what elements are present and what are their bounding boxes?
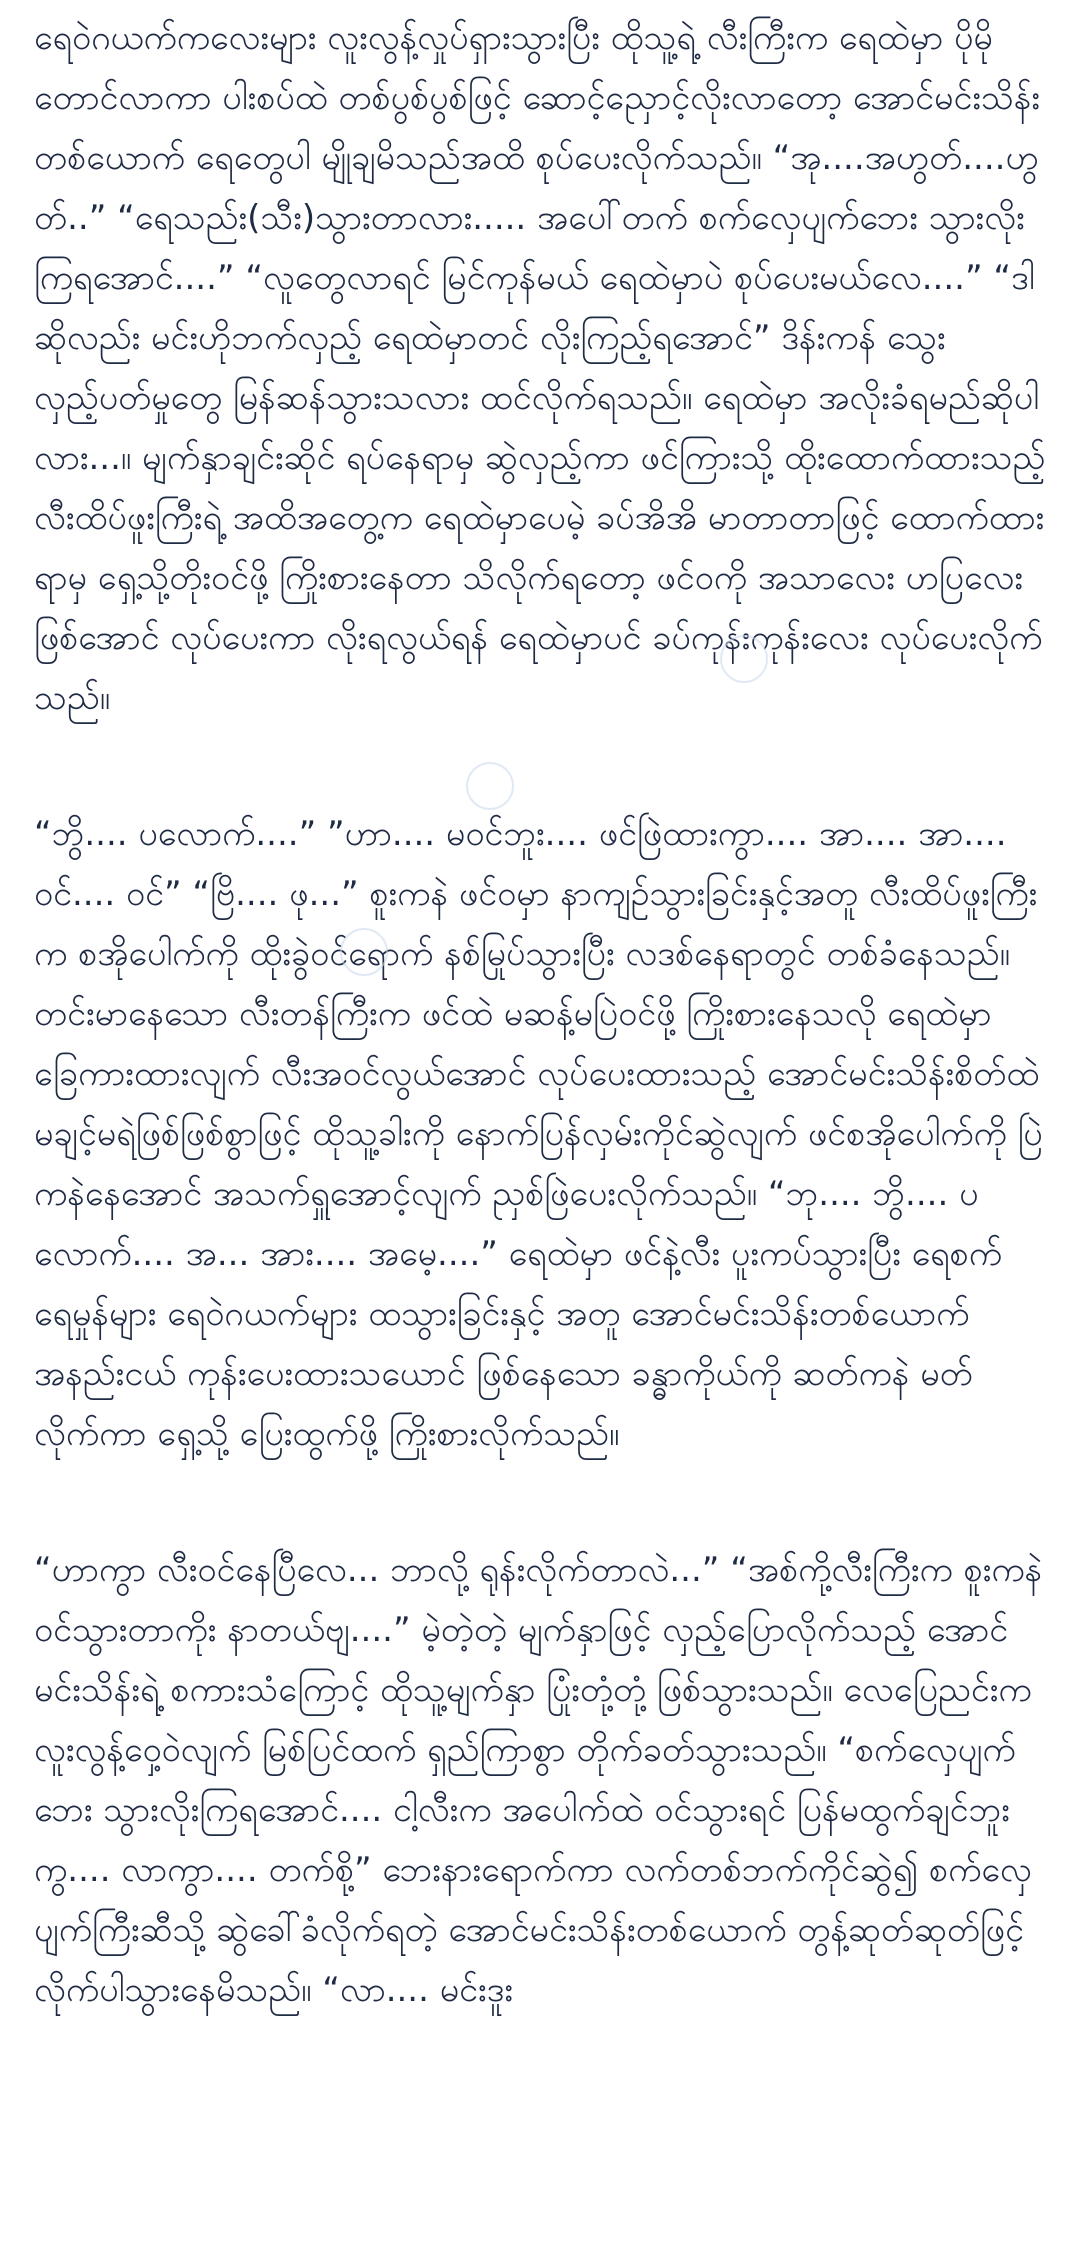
- paragraph-1: ရေဝဲဂယက်ကလေးများ လူးလွန့်လှုပ်ရှားသွားပြီး ထိုသူ့ရဲ့ လီးကြီးက ရေထဲမှာ ပိုမိုတောင်လာကာ ပါးစပ်ထဲ တစ်ပွစ်ပွစ်ဖြင့် ဆောင့်ညှောင့်လိုးလာတော့ အောင်မင်းသိန်းတစ်ယောက် ရေတွေပါ မျိုချမိသည်အထိ စုပ်ပေးလိုက်သည်။ “အု....အဟွတ်....ဟွတ်..” “ရေသည်း(သီး)သွားတာလား..... အပေါ်တက် စက်လှေပျက်ဘေး သွားလိုးကြရအောင်....” “လူတွေလာရင် မြင်ကုန်မယ် ရေထဲမှာပဲ စုပ်ပေးမယ်လေ....” “ဒါဆိုလည်း မင်းဟိုဘက်လှည့် ရေထဲမှာတင် လိုးကြည့်ရအောင်” ဒိန်းကန် သွေးလှည့်ပတ်မှုတွေ မြန်ဆန်သွားသလား ထင်လိုက်ရသည်။ ရေထဲမှာ အလိုးခံရမည်ဆိုပါလား...။ မျက်နှာချင်းဆိုင် ရပ်နေရာမှ ဆွဲလှည့်ကာ ဖင်ကြားသို့ ထိုးထောက်ထားသည့် လီးထိပ်ဖူးကြီးရဲ့ အထိအတွေ့က ရေထဲမှာပေမဲ့ ခပ်အိအိ မာတာတာဖြင့် ထောက်ထားရာမှ ရှေ့သို့တိုးဝင်ဖို့ ကြိုးစားနေတာ သိလိုက်ရတော့ ဖင်ဝကို အသာလေး ဟပြလေးဖြစ်အောင် လုပ်ပေးကာ လိုးရလွယ်ရန် ရေထဲမှာပင် ခပ်ကုန်းကုန်းလေး လုပ်ပေးလိုက်သည်။: [34, 18, 1046, 718]
- paragraph-2: “ဘွိ.... ပလောက်....” ”ဟာ.... မဝင်ဘူး.... ဖင်ဖြဲထားကွာ.... အာ.... အာ.... ဝင်.... ဝင်” “ဗြိ.... ဖု...” စူးကနဲ ဖင်ဝမှာ နာကျဉ်သွားခြင်းနှင့်အတူ လီးထိပ်ဖူးကြီးက စအိုပေါက်ကို ထိုးခွဲဝင်ရောက် နစ်မြုပ်သွားပြီး လဒစ်နေရာတွင် တစ်ခံနေသည်။ တင်းမာနေသော လီးတန်ကြီးက ဖင်ထဲ မဆန့်မပြဲဝင်ဖို့ ကြိုးစားနေသလို ရေထဲမှာ ခြေကားထားလျက် လီးအဝင်လွယ်အောင် လုပ်ပေးထားသည့် အောင်မင်းသိန်းစိတ်ထဲ မချင့်မရဲဖြစ်ဖြစ်စွာဖြင့် ထိုသူ့ခါးကို နောက်ပြန်လှမ်းကိုင်ဆွဲလျက် ဖင်စအိုပေါက်ကို ပြဲကနဲနေအောင် အသက်ရှူအောင့်လျက် ညှစ်ဖြဲပေးလိုက်သည်။ “ဘု.... ဘွိ.... ပလောက်.... အ... အား.... အမေ့....” ရေထဲမှာ ဖင်နဲ့လီး ပူးကပ်သွားပြီး ရေစက်ရေမှုန်များ ရေဝဲဂယက်များ ထသွားခြင်းနှင့် အတူ အောင်မင်းသိန်းတစ်ယောက် အနည်းငယ် ကုန်းပေးထားသယောင် ဖြစ်နေသော ခန္ဓာကိုယ်ကို ဆတ်ကနဲ မတ်လိုက်ကာ ရှေ့သို့ ပြေးထွက်ဖို့ ကြိုးစားလိုက်သည်။: [34, 814, 1043, 1454]
- paragraph-3: “ဟာကွာ လီးဝင်နေပြီလေ... ဘာလို့ ရုန်းလိုက်တာလဲ...” “အစ်ကို့လီးကြီးက စူးကနဲ ဝင်သွားတာကိုး နာတယ်ဗျ....” မဲ့တဲ့တဲ့ မျက်နှာဖြင့် လှည့်ပြောလိုက်သည့် အောင်မင်းသိန်းရဲ့ စကားသံကြောင့် ထိုသူ့မျက်နှာ ပြုံးတုံ့တုံ့ ဖြစ်သွားသည်။ လေပြေညင်းက လူးလွန့်ဝှေ့ဝဲလျက် မြစ်ပြင်ထက် ရှည်ကြာစွာ တိုက်ခတ်သွားသည်။ “စက်လှေပျက်ဘေး သွားလိုးကြရအောင်.... ငါ့လီးက အပေါက်ထဲ ဝင်သွားရင် ပြန်မထွက်ချင်ဘူးကွ.... လာကွာ.... တက်စို့” ဘေးနားရောက်ကာ လက်တစ်ဘက်ကိုင်ဆွဲ၍ စက်လှေပျက်ကြီးဆီသို့ ဆွဲခေါ်ခံလိုက်ရတဲ့ အောင်မင်းသိန်းတစ်ယောက် တွန့်ဆုတ်ဆုတ်ဖြင့် လိုက်ပါသွားနေမိသည်။ “လာ.... မင်းဒူး: [34, 1550, 1043, 2010]
- page-fade: [0, 2221, 1080, 2261]
